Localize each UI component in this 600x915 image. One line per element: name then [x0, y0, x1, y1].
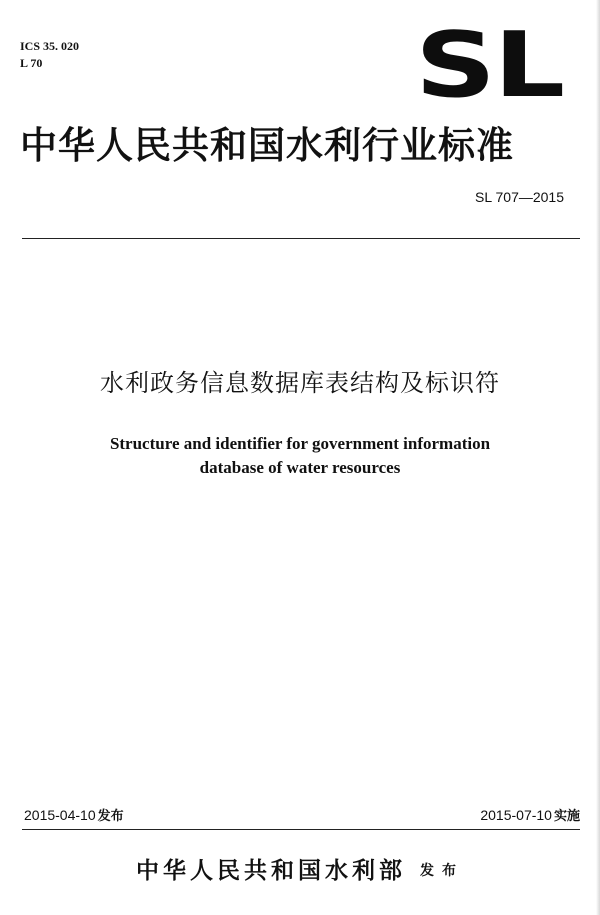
document-title-english — [0, 432, 600, 480]
top-divider — [22, 238, 580, 239]
issue-date-group — [24, 805, 124, 827]
publisher-row — [0, 854, 600, 888]
standard-number: SL 707—2015 — [475, 189, 564, 205]
issue-date: 2015-04-10 — [24, 807, 96, 823]
effective-label: 实施 — [553, 809, 580, 824]
classification-codes — [20, 38, 79, 72]
effective-date-group — [480, 805, 580, 827]
ics-code: ICS 35. 020 — [20, 39, 80, 53]
date-row — [24, 805, 580, 825]
standard-category-title: 中华人民共和国水利行业标准 — [20, 124, 514, 167]
english-title-line-1: Structure and identifier for government information — [109, 434, 491, 453]
ccs-code: L 70 — [20, 56, 43, 70]
effective-date: 2015-07-10 — [480, 807, 552, 823]
issue-label: 发布 — [97, 809, 124, 824]
publish-label: 发布 — [420, 863, 464, 879]
english-title-line-2: database of water resources — [199, 458, 401, 477]
bottom-divider — [22, 829, 580, 830]
document-title-chinese: 水利政务信息数据库表结构及标识符 — [100, 369, 500, 397]
publisher-name: 中华人民共和国水利部 — [136, 858, 406, 884]
sl-logo: SL — [415, 13, 563, 118]
